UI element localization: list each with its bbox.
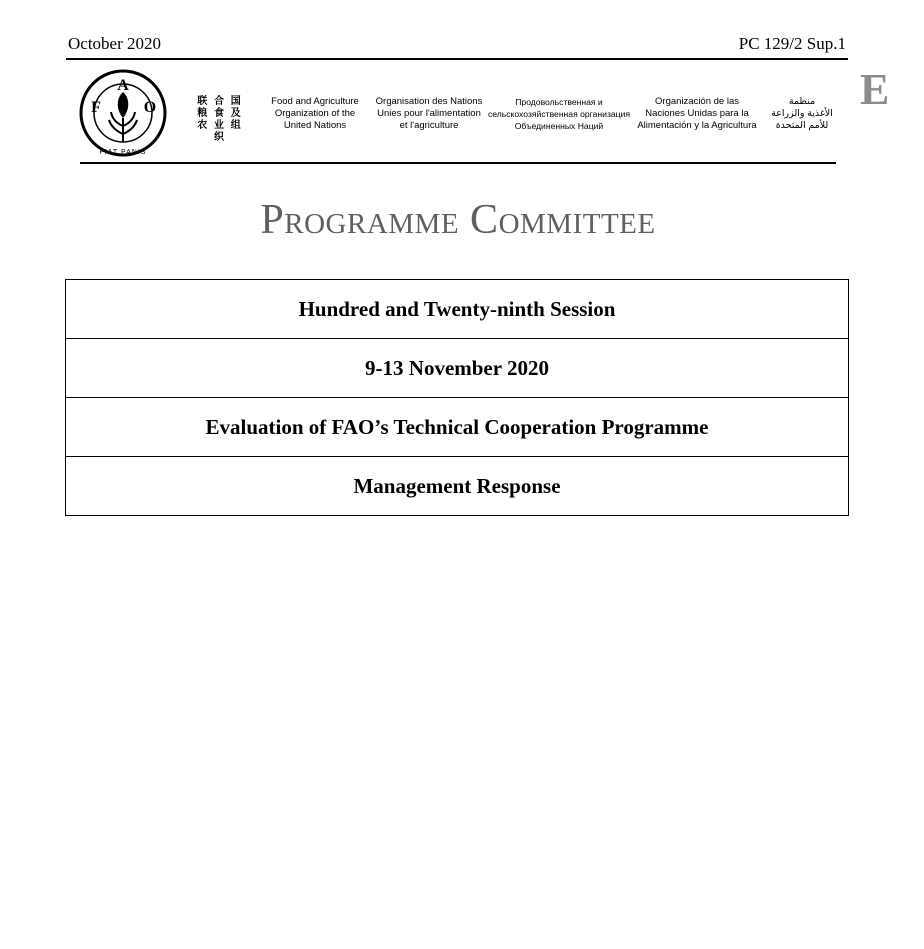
org-name-chinese: 联 合 国 粮 食 及 农 业 组 织 [197,96,243,143]
logo-letter-o: O [143,99,157,116]
session-info-box [65,279,849,516]
committee-title: Programme Committee [260,197,656,243]
document-date: October 2020 [68,34,162,53]
logo-motto: FIAT PANIS [99,149,147,156]
org-name-french: Organisation des Nations Unies pour l'alimentation et l'agriculture [375,96,483,131]
logo-letter-a: A [117,77,129,94]
fao-logo [78,68,168,158]
header-bottom-rule [80,162,836,164]
document-type: Management Response [353,473,561,498]
org-name-spanish: Organización de las Naciones Unidas para la Alimentación y la Agricultura [637,96,757,131]
org-name-english: Food and Agriculture Organization of the United Nations [271,96,359,131]
org-name-arabic: منظمة الأغذية والزراعة للأمم المتحدة [771,96,833,131]
agenda-item-title: Evaluation of FAO’s Technical Cooperation Programme [66,398,848,457]
session-name: Hundred and Twenty-ninth Session [66,280,848,339]
document-number: PC 129/2 Sup.1 [738,34,846,53]
header-top-rule [66,58,848,60]
language-code: E [860,65,890,114]
wheat-icon [118,92,129,118]
org-name-russian: Продовольственная и сельскохозяйственная организация Объединенных Наций [487,97,631,131]
session-dates: 9-13 November 2020 [66,339,848,398]
logo-letter-f: F [91,99,101,116]
